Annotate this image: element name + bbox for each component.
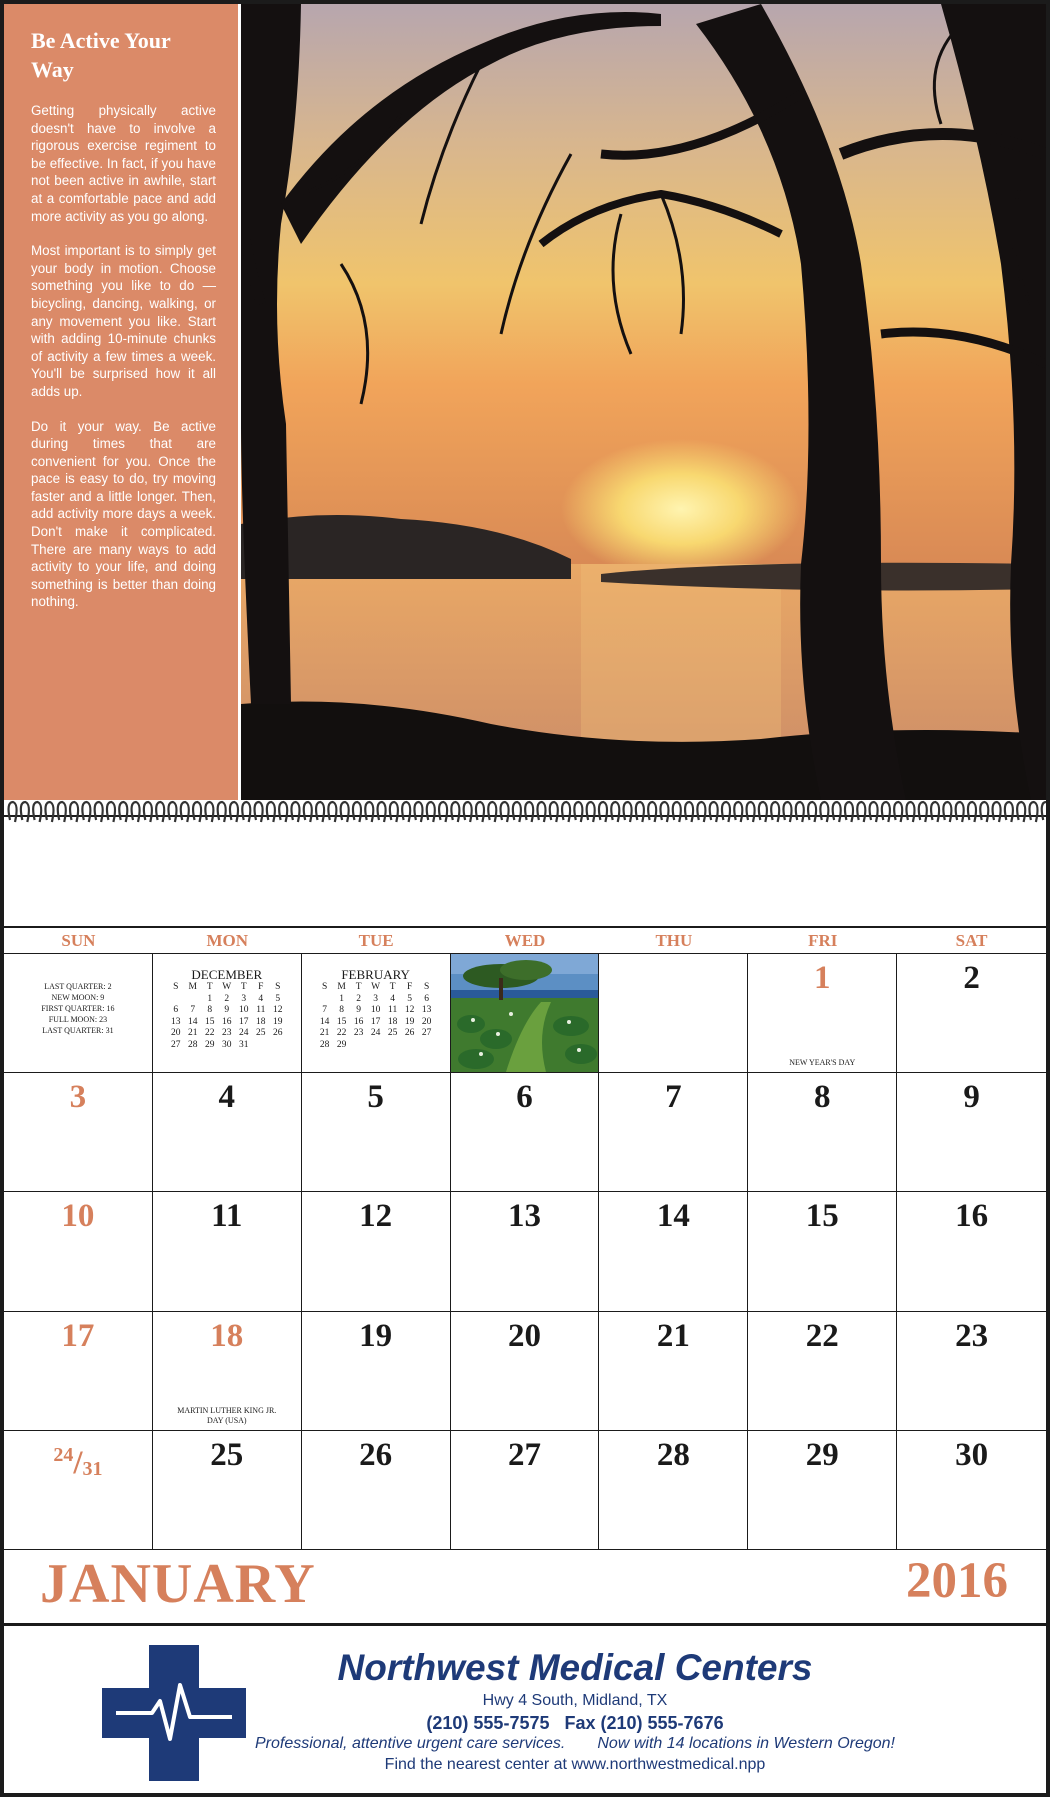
mini-day: 11 <box>256 1005 266 1015</box>
mini-day: 26 <box>404 1028 415 1038</box>
day-number: 20 <box>507 1317 541 1354</box>
spiral-coil <box>624 802 632 822</box>
spiral-coil <box>328 802 336 822</box>
mini-day: 7 <box>322 1005 327 1015</box>
spiral-coil <box>353 802 361 822</box>
spiral-coil <box>783 802 791 822</box>
spiral-coil <box>857 802 865 822</box>
mini-day: 17 <box>370 1016 381 1027</box>
article-paragraph: Getting physically active doesn't have to involve a rigorous exercise regiment to be effective. In fact, if you have not been active in awhile, start at a comfortable pace and add more activity as you go along. <box>31 103 216 224</box>
mini-weekday: T <box>355 982 362 992</box>
mini-day: 8 <box>207 1005 213 1015</box>
calendar-cell-day[interactable] <box>599 1192 748 1311</box>
spiral-coil <box>402 802 410 822</box>
article-sidebar <box>4 4 238 800</box>
spiral-coil <box>759 802 767 822</box>
day-number: 16 <box>955 1198 989 1235</box>
calendar-cell-day[interactable] <box>748 1431 897 1550</box>
mini-day: 22 <box>205 1028 215 1038</box>
mini-weekday: F <box>258 982 264 992</box>
mini-day: 3 <box>373 993 378 1004</box>
mini-day: 26 <box>273 1028 283 1038</box>
mini-day: 31 <box>239 1039 249 1050</box>
mini-weekday: T <box>240 982 247 992</box>
mini-day <box>252 1040 269 1052</box>
spiral-coil <box>9 802 17 822</box>
calendar-cell-day[interactable] <box>153 1192 302 1311</box>
mini-day: 25 <box>387 1028 398 1038</box>
mini-day: 29 <box>336 1039 347 1050</box>
spiral-coil <box>710 802 718 822</box>
mini-weekday: T <box>389 982 396 992</box>
spiral-coil <box>378 802 386 822</box>
mini-day: 28 <box>319 1039 330 1050</box>
spiral-coil <box>205 802 213 822</box>
mini-day: 19 <box>273 1016 283 1027</box>
day-number: 23 <box>955 1317 989 1354</box>
article-title: Be Active Your Way <box>31 28 171 82</box>
weekday-header <box>4 926 1046 954</box>
spiral-coil <box>599 802 607 822</box>
weekday-tue: TUE <box>358 931 394 950</box>
spiral-coil <box>513 802 521 822</box>
spiral-coil <box>1017 802 1025 822</box>
mini-day: 19 <box>404 1016 415 1027</box>
day-number: 4 <box>218 1079 236 1116</box>
spiral-coil <box>95 802 103 822</box>
advertiser-name: Northwest Medical Centers <box>337 1647 813 1688</box>
spiral-coil <box>587 802 595 822</box>
mini-day: 24 <box>370 1028 381 1038</box>
day-number: 2 <box>963 960 980 996</box>
article-paragraph: Most important is to simply get your body in motion. Choose something you like to do — bicycling, dancing, walking, or any movement you like. Start with adding 10-minute chunks of activity a few times a week. You'll be surprised how it all adds up. <box>31 243 216 399</box>
day-number: 19 <box>359 1317 393 1354</box>
spiral-coil <box>525 802 533 822</box>
weekday-sat: SAT <box>955 931 988 950</box>
spiral-coil <box>476 802 484 822</box>
moon-phase: FULL MOON: 23 <box>48 1015 108 1024</box>
mini-weekday: W <box>222 982 232 992</box>
mini-day: 11 <box>388 1005 398 1015</box>
year-title: 2016 <box>906 1553 1008 1609</box>
mini-day: 5 <box>407 993 412 1004</box>
mini-day: 25 <box>256 1028 266 1038</box>
day-number: 31 <box>82 1457 103 1480</box>
mini-day: 7 <box>190 1005 196 1015</box>
month-title: JANUARY <box>40 1553 316 1615</box>
spiral-coil <box>414 802 422 822</box>
calendar-cell-day[interactable] <box>599 1431 748 1550</box>
spiral-coil <box>943 802 951 822</box>
mini-day: 10 <box>370 1005 381 1015</box>
day-number: 26 <box>359 1436 393 1473</box>
spiral-coil <box>144 802 152 822</box>
spiral-coil <box>833 802 841 822</box>
spiral-coil <box>685 802 693 822</box>
calendar-cell-day[interactable] <box>897 1073 1046 1192</box>
day-number: 7 <box>665 1079 682 1116</box>
spiral-coil <box>1005 802 1013 822</box>
mini-calendar-title: FEBRUARY <box>341 967 410 982</box>
day-number: 24 <box>53 1443 74 1466</box>
spiral-coil <box>968 802 976 822</box>
mini-day: 14 <box>188 1016 198 1027</box>
month-grid <box>4 954 1046 1550</box>
mini-calendar-title: DECEMBER <box>191 967 263 982</box>
calendar-cell-day[interactable] <box>153 1073 302 1192</box>
garden-thumbnail-photo <box>451 954 600 1073</box>
spiral-coil <box>21 802 29 822</box>
mini-day: 5 <box>275 993 281 1004</box>
mini-day <box>167 994 184 1006</box>
advertiser-address: Hwy 4 South, Midland, TX <box>482 1692 668 1709</box>
day-number: 13 <box>507 1198 541 1235</box>
spiral-coil <box>218 802 226 822</box>
spiral-coil <box>1042 802 1046 822</box>
calendar-cell-day[interactable] <box>302 1073 451 1192</box>
mini-day <box>418 1040 435 1052</box>
mini-day: 12 <box>273 1005 283 1015</box>
day-number: 10 <box>61 1198 95 1235</box>
day-number: 27 <box>507 1436 541 1473</box>
spiral-coil <box>427 802 435 822</box>
day-number: 6 <box>516 1079 533 1116</box>
day-number: 8 <box>813 1079 831 1116</box>
spiral-coil <box>82 802 90 822</box>
mini-day <box>316 994 333 1006</box>
mini-day: 24 <box>239 1028 249 1038</box>
day-number: 12 <box>359 1198 393 1235</box>
day-number: 5 <box>367 1079 384 1116</box>
mini-weekday: W <box>371 982 381 992</box>
spiral-coil <box>697 802 705 822</box>
mini-day: 13 <box>171 1016 181 1027</box>
article-paragraph: Do it your way. Be active during times that are convenient for you. Once the pace is easy to do, try moving faster and a little longer. Then, add activity more days a week. Don't make it complicated. There are many ways to add activity to your life, and doing something is better than doing nothing. <box>31 418 216 610</box>
spiral-coil <box>230 802 238 822</box>
calendar-cell-day[interactable] <box>748 1312 897 1431</box>
spiral-coil <box>488 802 496 822</box>
moon-phase: FIRST QUARTER: 16 <box>41 1004 115 1013</box>
spiral-coil <box>870 802 878 822</box>
spiral-coil <box>291 802 299 822</box>
day-number: 14 <box>656 1198 690 1235</box>
spiral-coil <box>132 802 140 822</box>
mini-day <box>350 1040 367 1052</box>
spiral-binding <box>4 798 1046 828</box>
calendar-cell-day[interactable] <box>4 1192 153 1311</box>
mini-day: 17 <box>239 1016 249 1027</box>
moon-phase: NEW MOON: 9 <box>51 993 105 1002</box>
calendar-cell-day[interactable] <box>748 1192 897 1311</box>
mini-day: 21 <box>188 1028 198 1038</box>
sunset-photo <box>241 4 1046 800</box>
mini-calendar-table <box>316 982 435 1051</box>
spiral-coil <box>734 802 742 822</box>
calendar-cell-day[interactable] <box>4 1073 153 1192</box>
day-number: 21 <box>656 1317 690 1354</box>
spiral-coil <box>193 802 201 822</box>
mini-day: 23 <box>353 1028 364 1038</box>
day-number: 30 <box>955 1436 989 1473</box>
calendar-cell-day[interactable] <box>4 1312 153 1431</box>
spiral-coil <box>70 802 78 822</box>
calendar-cell-day[interactable] <box>897 1192 1046 1311</box>
moon-phases-cell <box>4 954 153 1073</box>
mini-weekday: S <box>423 982 430 992</box>
calendar-cell-day[interactable] <box>302 1312 451 1431</box>
mini-day <box>384 1040 401 1052</box>
day-number: 25 <box>210 1436 244 1473</box>
mini-day: 9 <box>356 1005 361 1015</box>
calendar-cell-day[interactable] <box>897 1431 1046 1550</box>
mini-day: 27 <box>171 1039 181 1050</box>
holiday-label: MARTIN LUTHER KING JR. DAY (USA) <box>177 1405 277 1425</box>
day-number: 18 <box>210 1317 244 1354</box>
mini-day: 16 <box>222 1016 232 1027</box>
calendar-cell-day[interactable] <box>748 1073 897 1192</box>
day-number: 1 <box>813 960 831 996</box>
day-number: 28 <box>656 1436 690 1473</box>
spiral-coil <box>451 802 459 822</box>
spiral-coil <box>365 802 373 822</box>
spiral-coil <box>796 802 804 822</box>
tagline-part: Professional, attentive urgent care services. <box>255 1735 566 1752</box>
calendar-cell-empty <box>599 954 748 1073</box>
mini-day <box>401 1040 418 1052</box>
mini-weekday: S <box>275 982 281 992</box>
day-number: 15 <box>805 1198 839 1235</box>
spiral-coil <box>722 802 730 822</box>
spiral-coil <box>156 802 164 822</box>
spiral-coil <box>894 802 902 822</box>
calendar-cell-day[interactable] <box>897 1312 1046 1431</box>
mini-day: 4 <box>390 993 395 1004</box>
mini-day <box>269 1040 286 1052</box>
spiral-coil <box>747 802 755 822</box>
mini-day: 10 <box>239 1005 249 1015</box>
spiral-coil <box>611 802 619 822</box>
mini-calendar-february <box>302 954 451 1073</box>
calendar-cell-day[interactable] <box>153 1312 302 1431</box>
spiral-coil <box>550 802 558 822</box>
advertiser-website[interactable]: Find the nearest center at www.northwestmedical.npp <box>384 1756 766 1773</box>
holiday-label: NEW YEAR'S DAY <box>789 1058 856 1068</box>
spiral-coil <box>660 802 668 822</box>
weekday-fri: FRI <box>808 931 838 950</box>
mini-day: 23 <box>222 1028 232 1038</box>
split-day-number: $^{24}$/31 <box>53 1443 103 1481</box>
mini-day: 9 <box>224 1005 230 1015</box>
weekday-sun: SUN <box>61 931 96 950</box>
mini-day: 12 <box>404 1005 415 1015</box>
advertiser-tagline <box>4 1735 1046 1753</box>
spiral-coil <box>906 802 914 822</box>
mini-day: 15 <box>336 1016 347 1027</box>
spiral-coil <box>119 802 127 822</box>
mini-calendar-december <box>153 954 302 1073</box>
mini-day: 21 <box>319 1028 330 1038</box>
mini-day: 20 <box>421 1016 432 1027</box>
advertiser-block <box>4 1629 1046 1793</box>
day-number: 9 <box>963 1079 980 1116</box>
calendar-cell-day[interactable] <box>599 1073 748 1192</box>
calendar-cell-day[interactable] <box>153 1431 302 1550</box>
mini-day: 2 <box>224 993 230 1004</box>
mini-day: 1 <box>207 993 213 1004</box>
spiral-coil <box>279 802 287 822</box>
spiral-coil <box>820 802 828 822</box>
mini-weekday: F <box>406 982 413 992</box>
day-number: 29 <box>805 1436 839 1473</box>
spiral-coil <box>390 802 398 822</box>
spiral-coil <box>255 802 263 822</box>
spiral-coil <box>882 802 890 822</box>
spiral-coil <box>58 802 66 822</box>
mini-day: 18 <box>256 1016 266 1027</box>
day-number: 11 <box>211 1198 243 1235</box>
spiral-coil <box>636 802 644 822</box>
spiral-coil <box>993 802 1001 822</box>
spiral-coil <box>464 802 472 822</box>
spiral-coil <box>980 802 988 822</box>
mini-weekday: M <box>188 982 197 992</box>
tagline-part: Now with 14 locations in Western Oregon! <box>597 1735 895 1752</box>
day-number: 22 <box>805 1317 839 1354</box>
spiral-coil <box>845 802 853 822</box>
mini-calendar-table <box>167 982 286 1051</box>
moon-phase: LAST QUARTER: 31 <box>42 1026 114 1035</box>
mini-day: 1 <box>339 993 344 1004</box>
calendar-cell-day[interactable] <box>451 1192 600 1311</box>
weekday-thu: THU <box>655 931 693 950</box>
spiral-coil <box>341 802 349 822</box>
moon-phase: LAST QUARTER: 2 <box>44 982 112 991</box>
calendar-cell-day[interactable] <box>451 1073 600 1192</box>
mini-day: 14 <box>319 1016 330 1027</box>
mini-day: 29 <box>205 1039 215 1050</box>
spiral-coil <box>107 802 115 822</box>
spiral-coil <box>808 802 816 822</box>
mini-day: 8 <box>339 1005 344 1015</box>
calendar-cell-day[interactable] <box>748 954 897 1073</box>
mini-day: 4 <box>258 993 264 1004</box>
calendar-cell-day[interactable] <box>451 1312 600 1431</box>
calendar-cell-day[interactable] <box>302 1192 451 1311</box>
mini-day: 30 <box>222 1039 232 1050</box>
mini-weekday: S <box>173 982 179 992</box>
mini-weekday: M <box>337 982 346 992</box>
mini-day: 2 <box>356 993 361 1004</box>
mini-day: 20 <box>171 1028 181 1038</box>
spiral-coil <box>304 802 312 822</box>
mini-day: 18 <box>387 1016 398 1027</box>
mini-day <box>184 994 201 1006</box>
mini-weekday: S <box>321 982 328 992</box>
calendar-cell-day[interactable] <box>4 1431 153 1550</box>
spiral-coil <box>574 802 582 822</box>
spiral-coil <box>673 802 681 822</box>
mini-day: 27 <box>421 1028 432 1038</box>
mini-day: 6 <box>173 1005 179 1015</box>
spiral-coil <box>771 802 779 822</box>
calendar-cell-day[interactable] <box>599 1312 748 1431</box>
spiral-coil <box>648 802 656 822</box>
spiral-coil <box>439 802 447 822</box>
day-number: 17 <box>61 1317 95 1354</box>
calendar-cell-day[interactable] <box>897 954 1046 1073</box>
month-year-bar <box>4 1550 1046 1626</box>
spiral-coil <box>501 802 509 822</box>
advertiser-phones: (210) 555-7575 Fax (210) 555-7676 <box>426 1713 724 1733</box>
mini-day: 13 <box>421 1005 432 1015</box>
mini-weekday: T <box>206 982 213 992</box>
mini-day: 6 <box>424 993 429 1004</box>
spiral-coil <box>1029 802 1037 822</box>
spiral-coil <box>267 802 275 822</box>
day-number: 3 <box>69 1079 87 1116</box>
mini-day: 15 <box>205 1016 215 1027</box>
spiral-coil <box>33 802 41 822</box>
spiral-coil <box>537 802 545 822</box>
weekday-mon: MON <box>206 931 249 950</box>
calendar-cell-day[interactable] <box>302 1431 451 1550</box>
spiral-coil <box>168 802 176 822</box>
mini-day: 22 <box>336 1028 347 1038</box>
weekday-wed: WED <box>504 931 546 950</box>
spiral-coil <box>45 802 53 822</box>
mini-day: 16 <box>353 1016 364 1027</box>
spiral-coil <box>242 802 250 822</box>
calendar-cell-day[interactable] <box>451 1431 600 1550</box>
spiral-coil <box>181 802 189 822</box>
mini-day <box>367 1040 384 1052</box>
mini-day: 28 <box>188 1039 198 1050</box>
spiral-coil <box>316 802 324 822</box>
mini-day: 3 <box>241 993 247 1004</box>
spiral-coil <box>562 802 570 822</box>
spiral-coil <box>931 802 939 822</box>
spiral-coil <box>956 802 964 822</box>
spiral-coil <box>919 802 927 822</box>
